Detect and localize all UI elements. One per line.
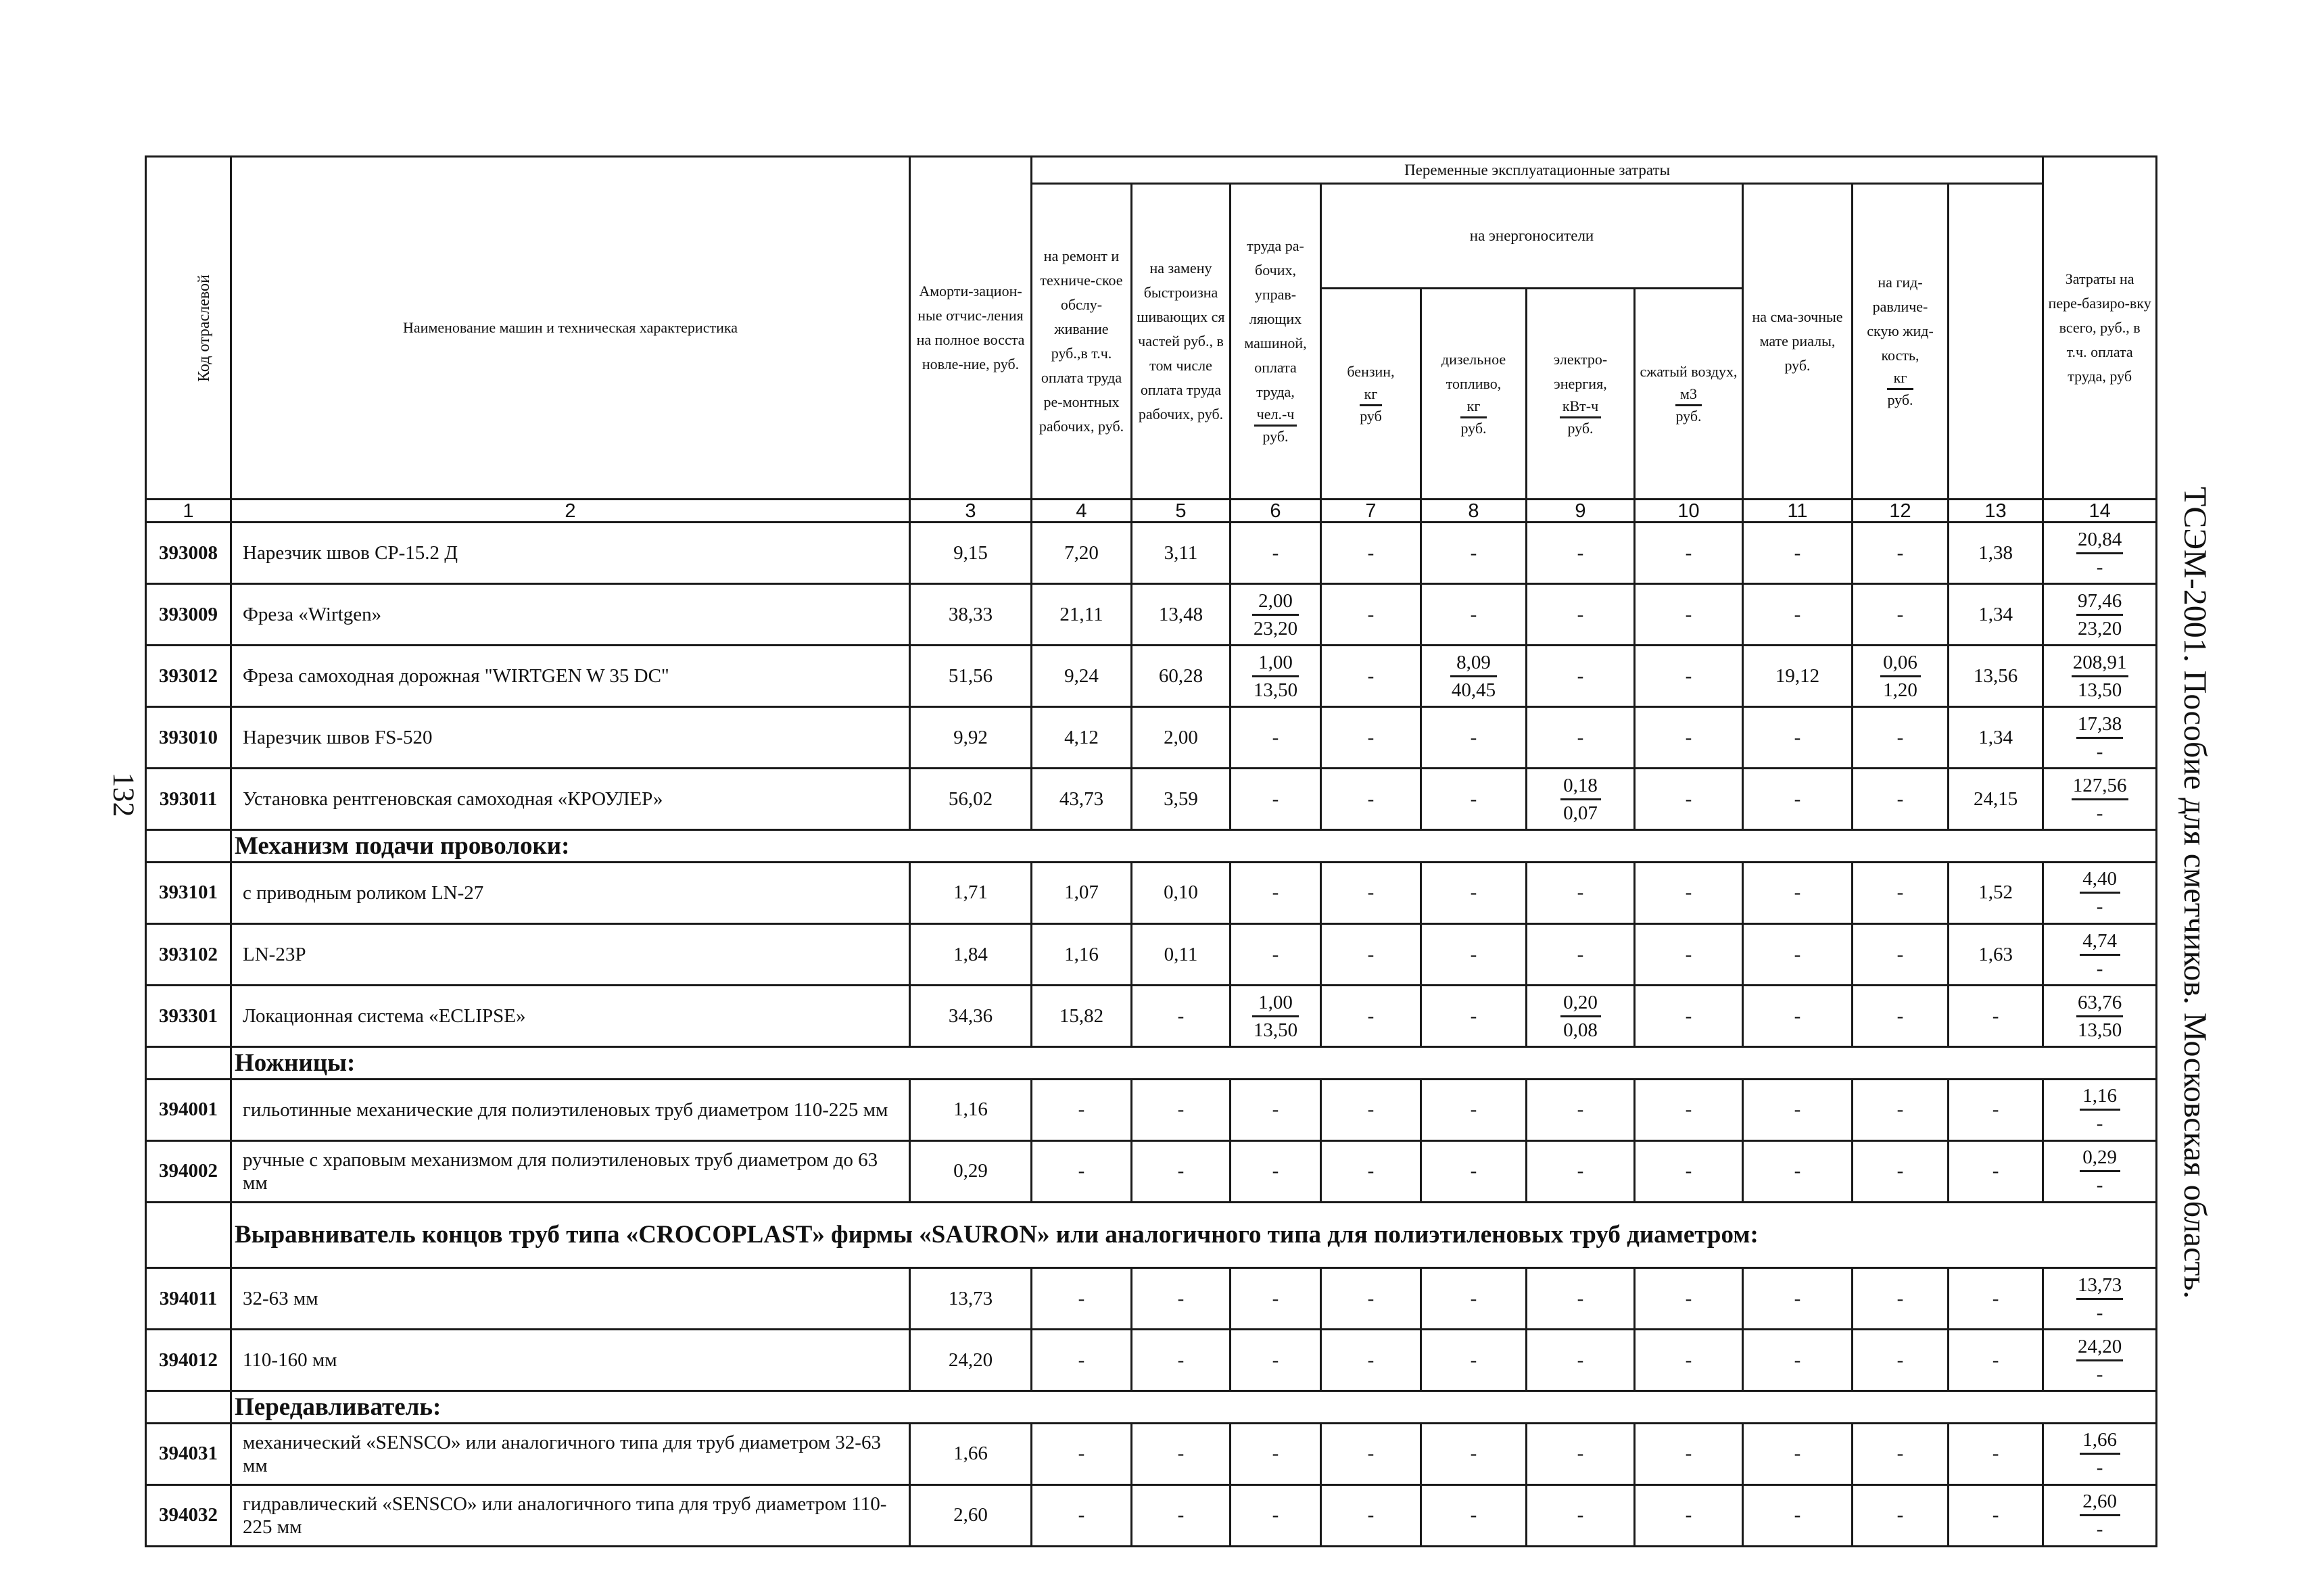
repair-value: 15,82 (1032, 986, 1132, 1047)
header-code: Код отраслевой (146, 157, 231, 500)
cost-c9: - (1527, 1079, 1635, 1140)
page-number: 132 (107, 772, 141, 817)
cost-c11: - (1743, 1079, 1853, 1140)
cost-c10: - (1635, 707, 1743, 769)
machine-name: LN-23P (231, 923, 910, 985)
amortization-value: 1,71 (910, 862, 1032, 923)
section-title: Передавливатель: (231, 1391, 2157, 1424)
cost-c11: - (1743, 923, 1853, 985)
machine-name: Фреза «Wirtgen» (231, 584, 910, 646)
fraction-value: $\frac{2,00}{23,20}$ (1252, 588, 1299, 642)
repair-value: - (1032, 1268, 1132, 1330)
table-row (146, 1268, 2157, 1330)
cost-c12: - (1853, 1079, 1949, 1140)
cost-c6: - (1231, 1423, 1321, 1484)
cost-c8: - (1421, 1140, 1527, 1202)
section-title: Ножницы: (231, 1047, 2157, 1080)
header-labor: труда ра-бочих, управ-ляющих машиной, оплата труда, чел.-ч руб. (1231, 184, 1321, 500)
machine-code: 394012 (146, 1330, 231, 1391)
cost-c6: - (1231, 769, 1321, 830)
amortization-value: 13,73 (910, 1268, 1032, 1330)
column-number: 13 (1949, 500, 2043, 523)
cost-c8: - (1421, 769, 1527, 830)
cost-c12: - (1853, 523, 1949, 584)
machine-code: 394001 (146, 1079, 231, 1140)
column-number: 7 (1321, 500, 1421, 523)
repair-value: 1,16 (1032, 923, 1132, 985)
fraction-value: $\frac{1,00}{13,50}$ (1252, 990, 1299, 1043)
header-diesel: дизельное топливо, кг руб. (1421, 289, 1527, 500)
amortization-value: 2,60 (910, 1484, 1032, 1546)
cost-c11: - (1743, 1330, 1853, 1391)
relocation-value: 1,34 (1949, 584, 2043, 646)
header-electric: электро-энергия, кВт-ч руб. (1527, 289, 1635, 500)
repair-value: - (1032, 1330, 1132, 1391)
section-row (146, 1391, 2157, 1424)
cost-c12: - (1853, 1330, 1949, 1391)
replace-value: 2,00 (1132, 707, 1231, 769)
cost-c12 (1853, 646, 1949, 707)
amortization-value: 9,15 (910, 523, 1032, 584)
relocation-value: - (1949, 1268, 2043, 1330)
replace-value: 3,11 (1132, 523, 1231, 584)
cost-c7: - (1321, 707, 1421, 769)
machine-code: 393301 (146, 986, 231, 1047)
cost-c8: - (1421, 986, 1527, 1047)
cost-c6: - (1231, 707, 1321, 769)
cost-c12: - (1853, 923, 1949, 985)
cost-c10: - (1635, 523, 1743, 584)
header-repair: на ремонт и техниче-ское обслу-живание руб.,в т.ч. оплата труда ре-монтных рабочих, руб. (1032, 184, 1132, 500)
replace-value: - (1132, 1423, 1231, 1484)
cost-c10: - (1635, 1484, 1743, 1546)
relocation-value: - (1949, 986, 2043, 1047)
machine-name: гидравлический «SENSCO» или аналогичного типа для труб диаметром 110-225 мм (231, 1484, 910, 1546)
machine-code: 394002 (146, 1140, 231, 1202)
price-value (2043, 986, 2157, 1047)
price-fraction: $\frac{127,56}{-}$ (2072, 773, 2128, 826)
cost-c7: - (1321, 1140, 1421, 1202)
machine-name: с приводным роликом LN-27 (231, 862, 910, 923)
fraction-value: $\frac{0,06}{1,20}$ (1880, 650, 1921, 703)
column-number: 6 (1231, 500, 1321, 523)
relocation-value: 1,34 (1949, 707, 2043, 769)
column-number: 3 (910, 500, 1032, 523)
cost-c9: - (1527, 1140, 1635, 1202)
price-value (2043, 1079, 2157, 1140)
machine-code: 394032 (146, 1484, 231, 1546)
header-air: сжатый воздух, м3 руб. (1635, 289, 1743, 500)
cost-c6 (1231, 986, 1321, 1047)
section-code-cell (146, 1047, 231, 1080)
cost-c11: - (1743, 1268, 1853, 1330)
replace-value: 3,59 (1132, 769, 1231, 830)
column-number: 11 (1743, 500, 1853, 523)
price-value (2043, 523, 2157, 584)
replace-value: - (1132, 986, 1231, 1047)
column-numbers-row (146, 500, 2157, 523)
relocation-value: - (1949, 1079, 2043, 1140)
column-number: 14 (2043, 500, 2157, 523)
price-fraction: $\frac{17,38}{-}$ (2076, 711, 2123, 765)
machine-code: 393012 (146, 646, 231, 707)
cost-c10: - (1635, 646, 1743, 707)
cost-c6: - (1231, 1268, 1321, 1330)
relocation-value: 1,38 (1949, 523, 2043, 584)
machine-name: Нарезчик швов СР-15.2 Д (231, 523, 910, 584)
repair-value: - (1032, 1484, 1132, 1546)
header-amortization: Аморти-зацион-ные отчис-ления на полное восста новле-ние, руб. (910, 157, 1032, 500)
section-row (146, 830, 2157, 863)
price-fraction: $\frac{4,40}{-}$ (2080, 866, 2120, 919)
repair-value: 7,20 (1032, 523, 1132, 584)
table-row (146, 584, 2157, 646)
machine-name: Нарезчик швов FS-520 (231, 707, 910, 769)
cost-c7: - (1321, 1079, 1421, 1140)
column-number: 2 (231, 500, 910, 523)
cost-c6: - (1231, 1140, 1321, 1202)
table-row (146, 1140, 2157, 1202)
replace-value: - (1132, 1140, 1231, 1202)
repair-value: - (1032, 1140, 1132, 1202)
replace-value: - (1132, 1330, 1231, 1391)
relocation-value: - (1949, 1140, 2043, 1202)
table-row (146, 523, 2157, 584)
side-running-title: ТСЭМ-2001. Пособие для сметчиков. Московская область. (2177, 487, 2213, 1299)
table-row (146, 1330, 2157, 1391)
cost-c12: - (1853, 862, 1949, 923)
amortization-value: 9,92 (910, 707, 1032, 769)
cost-c11: - (1743, 769, 1853, 830)
machine-name: ручные с храповым механизмом для полиэтиленовых труб диаметром до 63 мм (231, 1140, 910, 1202)
cost-c6: - (1231, 1330, 1321, 1391)
relocation-value: 1,63 (1949, 923, 2043, 985)
price-fraction: $\frac{1,66}{-}$ (2080, 1427, 2120, 1480)
section-title: Механизм подачи проволоки: (231, 830, 2157, 863)
price-fraction: $\frac{1,16}{-}$ (2080, 1083, 2120, 1136)
cost-c7: - (1321, 986, 1421, 1047)
repair-value: - (1032, 1423, 1132, 1484)
price-fraction: $\frac{13,73}{-}$ (2076, 1272, 2123, 1326)
price-value (2043, 1423, 2157, 1484)
cost-c8: - (1421, 523, 1527, 584)
amortization-value: 1,84 (910, 923, 1032, 985)
table-header (146, 157, 2157, 523)
cost-c7: - (1321, 862, 1421, 923)
cost-c12: - (1853, 1484, 1949, 1546)
cost-c12: - (1853, 1423, 1949, 1484)
price-fraction: $\frac{24,20}{-}$ (2076, 1334, 2123, 1387)
cost-c9: - (1527, 646, 1635, 707)
column-number: 4 (1032, 500, 1132, 523)
repair-value: 43,73 (1032, 769, 1132, 830)
cost-c7: - (1321, 1423, 1421, 1484)
fraction-value: $\frac{8,09}{40,45}$ (1450, 650, 1497, 703)
machine-code: 394031 (146, 1423, 231, 1484)
amortization-value: 0,29 (910, 1140, 1032, 1202)
cost-c7: - (1321, 923, 1421, 985)
repair-value: 4,12 (1032, 707, 1132, 769)
cost-c9 (1527, 986, 1635, 1047)
price-value (2043, 1268, 2157, 1330)
replace-value: - (1132, 1484, 1231, 1546)
cost-c8: - (1421, 923, 1527, 985)
column-number: 10 (1635, 500, 1743, 523)
machine-name: 110-160 мм (231, 1330, 910, 1391)
table-row (146, 986, 2157, 1047)
cost-c11: - (1743, 1140, 1853, 1202)
price-fraction: $\frac{97,46}{23,20}$ (2076, 588, 2123, 642)
cost-c8: - (1421, 707, 1527, 769)
replace-value: 0,10 (1132, 862, 1231, 923)
repair-value: 9,24 (1032, 646, 1132, 707)
cost-c8: - (1421, 1268, 1527, 1330)
cost-c7: - (1321, 1484, 1421, 1546)
section-code-cell (146, 1391, 231, 1424)
machine-name: Локационная система «ECLIPSE» (231, 986, 910, 1047)
price-value (2043, 707, 2157, 769)
table-body (146, 523, 2157, 1547)
amortization-value: 1,16 (910, 1079, 1032, 1140)
cost-c8: - (1421, 1423, 1527, 1484)
machine-code: 393010 (146, 707, 231, 769)
header-name: Наименование машин и техническая характеристика (231, 157, 910, 500)
amortization-value: 24,20 (910, 1330, 1032, 1391)
table-row (146, 862, 2157, 923)
header-hydraulic: на гид-равличе-скую жид-кость, кг руб. (1853, 184, 1949, 500)
fraction-value: $\frac{1,00}{13,50}$ (1252, 650, 1299, 703)
cost-c11: - (1743, 862, 1853, 923)
amortization-value: 51,56 (910, 646, 1032, 707)
cost-c7: - (1321, 1268, 1421, 1330)
amortization-value: 1,66 (910, 1423, 1032, 1484)
amortization-value: 38,33 (910, 584, 1032, 646)
cost-c10: - (1635, 769, 1743, 830)
cost-c9: - (1527, 862, 1635, 923)
header-petrol: бензин, кг руб (1321, 289, 1421, 500)
machine-name: Фреза самоходная дорожная "WIRTGEN W 35 DC" (231, 646, 910, 707)
fraction-value: $\frac{0,20}{0,08}$ (1560, 990, 1601, 1043)
relocation-value: - (1949, 1330, 2043, 1391)
cost-c10: - (1635, 1079, 1743, 1140)
cost-c8: - (1421, 1484, 1527, 1546)
cost-c10: - (1635, 1330, 1743, 1391)
cost-c11: - (1743, 1484, 1853, 1546)
cost-c11: - (1743, 523, 1853, 584)
cost-c8: - (1421, 862, 1527, 923)
machine-name: механический «SENSCO» или аналогичного типа для труб диаметром 32-63 мм (231, 1423, 910, 1484)
cost-c10: - (1635, 584, 1743, 646)
machine-code: 393102 (146, 923, 231, 985)
machine-name: гильотинные механические для полиэтиленовых труб диаметром 110-225 мм (231, 1079, 910, 1140)
cost-c9: - (1527, 923, 1635, 985)
header-replace: на замену быстроизна шивающих ся частей руб., в том числе оплата труда рабочих, руб. (1132, 184, 1231, 500)
cost-c12: - (1853, 707, 1949, 769)
replace-value: - (1132, 1268, 1231, 1330)
cost-c6: - (1231, 523, 1321, 584)
replace-value: 60,28 (1132, 646, 1231, 707)
price-value (2043, 769, 2157, 830)
cost-c9: - (1527, 523, 1635, 584)
header-energy: на энергоносители (1321, 184, 1743, 289)
section-row (146, 1202, 2157, 1267)
amortization-value: 56,02 (910, 769, 1032, 830)
machine-name: 32-63 мм (231, 1268, 910, 1330)
price-fraction: $\frac{63,76}{13,50}$ (2076, 990, 2123, 1043)
cost-c9: - (1527, 1484, 1635, 1546)
cost-c8: - (1421, 584, 1527, 646)
cost-c9: - (1527, 584, 1635, 646)
relocation-value: 13,56 (1949, 646, 2043, 707)
cost-c10: - (1635, 986, 1743, 1047)
price-fraction: $\frac{4,74}{-}$ (2080, 928, 2120, 982)
machine-cost-table (145, 155, 2157, 1547)
header-variable-costs: Переменные эксплуатационные затраты (1032, 157, 2043, 184)
replace-value: - (1132, 1079, 1231, 1140)
cost-c10: - (1635, 1423, 1743, 1484)
cost-c10: - (1635, 1140, 1743, 1202)
cost-c8: - (1421, 1330, 1527, 1391)
cost-c7: - (1321, 523, 1421, 584)
machine-code: 393011 (146, 769, 231, 830)
price-value (2043, 1330, 2157, 1391)
price-fraction: $\frac{208,91}{13,50}$ (2072, 650, 2128, 703)
cost-c11: - (1743, 1423, 1853, 1484)
cost-c11: - (1743, 584, 1853, 646)
price-fraction: $\frac{0,29}{-}$ (2080, 1144, 2120, 1198)
cost-c6 (1231, 584, 1321, 646)
repair-value: - (1032, 1079, 1132, 1140)
machine-code: 393101 (146, 862, 231, 923)
cost-c12: - (1853, 1140, 1949, 1202)
section-code-cell (146, 1202, 231, 1267)
price-value (2043, 1484, 2157, 1546)
cost-c11: - (1743, 986, 1853, 1047)
price-value (2043, 646, 2157, 707)
price-fraction: $\frac{20,84}{-}$ (2076, 527, 2123, 580)
section-title: Выравниватель концов труб типа «CROCOPLAST» фирмы «SAURON» или аналогичного типа для полиэтиленовых труб диаметром: (231, 1202, 2157, 1267)
machine-code: 393009 (146, 584, 231, 646)
relocation-value: - (1949, 1484, 2043, 1546)
column-number: 9 (1527, 500, 1635, 523)
price-value (2043, 584, 2157, 646)
section-code-cell (146, 830, 231, 863)
cost-c10: - (1635, 862, 1743, 923)
table-row (146, 707, 2157, 769)
cost-c6: - (1231, 1079, 1321, 1140)
cost-c8 (1421, 646, 1527, 707)
header-relocation: Затраты на пере-базиро-вку всего, руб., в т.ч. оплата труда, руб (2043, 157, 2157, 500)
relocation-value: - (1949, 1423, 2043, 1484)
cost-c12: - (1853, 584, 1949, 646)
price-value (2043, 923, 2157, 985)
cost-c7: - (1321, 646, 1421, 707)
cost-c12: - (1853, 986, 1949, 1047)
cost-c11: - (1743, 707, 1853, 769)
machine-code: 394011 (146, 1268, 231, 1330)
table-row (146, 923, 2157, 985)
cost-c11: 19,12 (1743, 646, 1853, 707)
column-number: 12 (1853, 500, 1949, 523)
repair-value: 1,07 (1032, 862, 1132, 923)
cost-c7: - (1321, 584, 1421, 646)
column-number: 8 (1421, 500, 1527, 523)
table-row (146, 1079, 2157, 1140)
cost-c10: - (1635, 1268, 1743, 1330)
header-lubricant: на сма-зочные мате риалы, руб. (1743, 184, 1853, 500)
section-row (146, 1047, 2157, 1080)
replace-value: 13,48 (1132, 584, 1231, 646)
cost-c6 (1231, 646, 1321, 707)
column-number: 1 (146, 500, 231, 523)
replace-value: 0,11 (1132, 923, 1231, 985)
relocation-value: 1,52 (1949, 862, 2043, 923)
cost-c12: - (1853, 1268, 1949, 1330)
cost-c6: - (1231, 862, 1321, 923)
cost-c8: - (1421, 1079, 1527, 1140)
relocation-value: 24,15 (1949, 769, 2043, 830)
amortization-value: 34,36 (910, 986, 1032, 1047)
cost-c9: - (1527, 1423, 1635, 1484)
cost-c6: - (1231, 1484, 1321, 1546)
machine-code: 393008 (146, 523, 231, 584)
cost-c9: - (1527, 707, 1635, 769)
table-row (146, 646, 2157, 707)
column-number: 5 (1132, 500, 1231, 523)
price-fraction: $\frac{2,60}{-}$ (2080, 1489, 2120, 1542)
cost-c9: - (1527, 1268, 1635, 1330)
cost-c7: - (1321, 769, 1421, 830)
cost-c6: - (1231, 923, 1321, 985)
table-row (146, 1484, 2157, 1546)
cost-c9: - (1527, 1330, 1635, 1391)
price-value (2043, 862, 2157, 923)
table-row (146, 769, 2157, 830)
price-value (2043, 1140, 2157, 1202)
cost-c9 (1527, 769, 1635, 830)
cost-c10: - (1635, 923, 1743, 985)
table-row (146, 1423, 2157, 1484)
repair-value: 21,11 (1032, 584, 1132, 646)
cost-c12: - (1853, 769, 1949, 830)
cost-c7: - (1321, 1330, 1421, 1391)
machine-name: Установка рентгеновская самоходная «КРОУЛЕР» (231, 769, 910, 830)
fraction-value: $\frac{0,18}{0,07}$ (1560, 773, 1601, 826)
